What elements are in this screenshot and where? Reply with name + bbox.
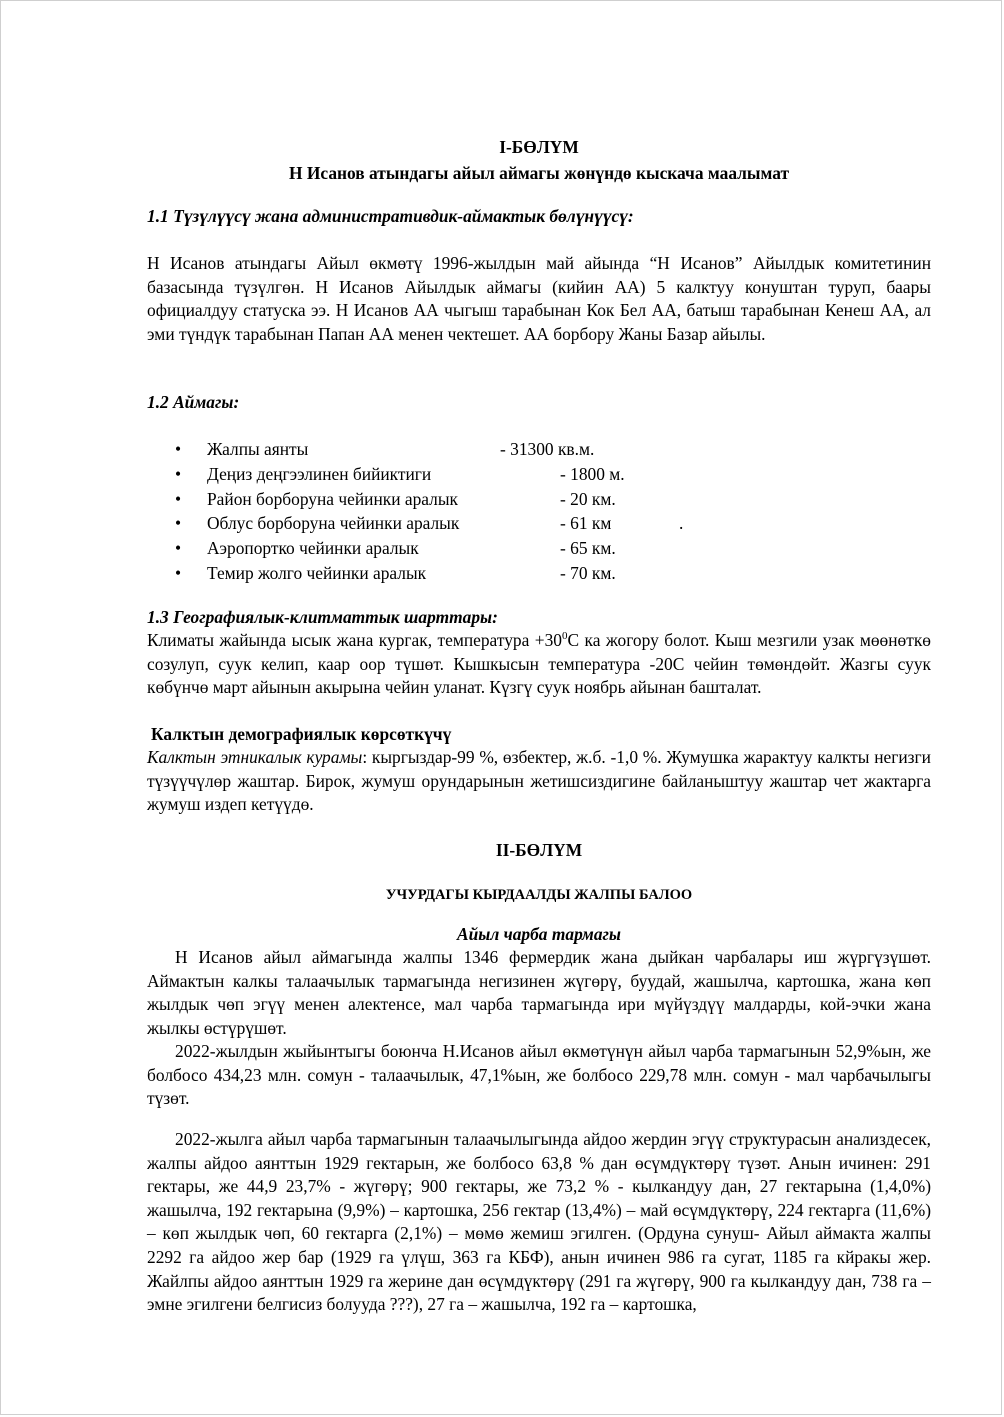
list-item-value: - 61 км <box>560 513 612 534</box>
list-item-label: Деңиз деңгээлинен бийиктиги <box>207 463 432 484</box>
bullet-icon: • <box>175 463 182 484</box>
climate-text-start: Климаты жайында ысык жана кургак, температура +30 <box>147 630 562 650</box>
list-item-value: - 20 км. <box>560 488 616 509</box>
list-item <box>147 488 931 513</box>
part1-heading: I-БӨЛҮМ <box>499 137 579 157</box>
degree-superscript: 0 <box>561 630 568 643</box>
part1-subtitle: Н Исанов атындагы айыл аймагы жөнүндө кыскача маалымат <box>288 163 790 183</box>
climate-paragraph <box>147 629 931 700</box>
bullet-icon: • <box>175 439 182 459</box>
list-item-label: Район борборуна чейинки аралык <box>207 488 458 509</box>
bullet-icon: • <box>175 513 182 534</box>
list-item-value: - 65 км. <box>560 538 616 559</box>
bullet-icon: • <box>175 488 182 509</box>
list-item-value: - 31300 кв.м. <box>500 439 595 459</box>
list-item-value: - 70 км. <box>560 562 616 583</box>
list-item <box>147 512 931 537</box>
bullet-icon: • <box>175 562 182 583</box>
demographics-title: Калктын демографиялык көрсөткүчү <box>151 724 452 744</box>
demographics-paragraph <box>147 746 931 817</box>
section-1-1-paragraph: Н Исанов атындагы Айыл өкмөтү 1996-жылдын май айында “Н Исанов” Айылдык комитетинин базасында түзүлгөн. Н Исанов Айылдык аймагы (кийин АА) 5 калктуу конуштан туруп, баары официалдуу статуска ээ. Н Исанов АА чыгыш тарабынан Кок Бел АА, батыш тарабынан Кенеш АА, ал эми түндүк тарабынан Папан АА менен чектешет. АА борбору Жаны Базар айылы. <box>147 253 931 344</box>
climate-text-end: С ка жогору болот. Кыш мезгили узак мөөнөткө созулуп, суук келип, каар оор түшөт. Кышкысын температура -20С чейин төмөндөйт. Жазгы суук көбүнчө март айынын акырына чейин уланат. Күзгү суук ноябрь айынан башталат. <box>147 630 931 698</box>
list-item <box>147 562 931 587</box>
agriculture-paragraph-2: 2022-жылдын жыйынтыгы боюнча Н.Исанов айыл өкмөтүнүн айыл чарба тармагынын 52,9%ын, же болбосо 434,23 млн. сомун - талаачылык, 47,1%ын, же болбосо 229,78 млн. сомун - мал чарбачылыгы түзөт. <box>147 1041 931 1109</box>
list-item-label: Облус борборуна чейинки аралык <box>207 513 460 534</box>
section-1-3-title: 1.3 Географиялык-клитматтык шарттары: <box>147 607 498 627</box>
territory-list <box>147 438 931 587</box>
ethnic-text: : кыргыздар-99 %, өзбектер, ж.б. -1,0 %. Жумушка жарактуу калкты негизги түзүүчүлөр жаштар. Бирок, жумуш орундарынын жетишсиздигине байланыштуу жаштар чет жактарга жумуш издеп кетүүдө. <box>147 747 931 815</box>
list-item-label: Аэропортко чейинки аралык <box>207 538 419 559</box>
section-1-1-title: 1.1 Түзүлүүсү жана административдик-аймактык бөлүнүүсү: <box>147 206 634 226</box>
list-item <box>147 438 931 463</box>
section-1-2-title: 1.2 Аймагы: <box>147 392 240 412</box>
list-item-label: Жалпы аянты <box>207 439 309 459</box>
part2-subtitle: УЧУРДАГЫ КЫРДААЛДЫ ЖАЛПЫ БАЛОО <box>385 887 693 903</box>
list-item <box>147 463 931 488</box>
part2-heading: II-БӨЛҮМ <box>495 840 583 860</box>
agriculture-paragraph-3: 2022-жылга айыл чарба тармагынын талаачылыгында айдоо жердин эгүү структурасын анализдесек, жалпы айдоо аянттын 1929 гектарын, же болбосо 63,8 % дан өсүмдүктөрү түзөт. Анын ичинен: 291 гектары, же 44,9 23,7% - жүгөрү; 900 гектары, же 73,2 % - кылкандуу дан, 27 гектарына (1,4,0%) жашылча, 192 гектарына (9,9%) – картошка, 256 гектар (13,4%) – май өсүмдүктөрү, 224 гектарга (11,6%) – көп жылдык чөп, 60 гектарга (2,1%) – мөмө жемиш эгилген. (Ордуна сунуш- Айыл аймакта жалпы 2292 га айдоо жер бар (1929 га үлүш, 363 га КБФ), анын ичинен 986 га сугат, 1185 га кйракы жер. Жайлпы айдоо аянттын 1929 га жерине дан өсүмдүктөрү (291 га жүгөрү, 900 га кылкандуу дан, 738 га – эмне эгилгени белгисиз болууда ???), 27 га – жашылча, 192 га – картошка, <box>147 1129 931 1315</box>
list-item <box>147 537 931 562</box>
list-item-label: Темир жолго чейинки аралык <box>207 562 427 583</box>
agriculture-paragraph-1: Н Исанов айыл аймагында жалпы 1346 фермердик жана дыйкан чарбалары иш жүргүзүшөт. Аймактын калкы талаачылык тармагында негизинен жүгөрү, буудай, жашылча, картошка, жана көп жылдык чөп эгүү менен алектенсе, мал чарба тармагында ири мүйүздүү малдарды, кой-эчки жана жылкы өстүрүшөт. <box>147 947 931 1038</box>
agriculture-title: Айыл чарба тармагы <box>457 924 621 944</box>
list-item-trailing-dot: . <box>679 513 684 534</box>
ethnic-label: Калктын этникалык курамы <box>147 747 363 767</box>
bullet-icon: • <box>175 538 182 559</box>
list-item-value: - 1800 м. <box>560 463 625 484</box>
